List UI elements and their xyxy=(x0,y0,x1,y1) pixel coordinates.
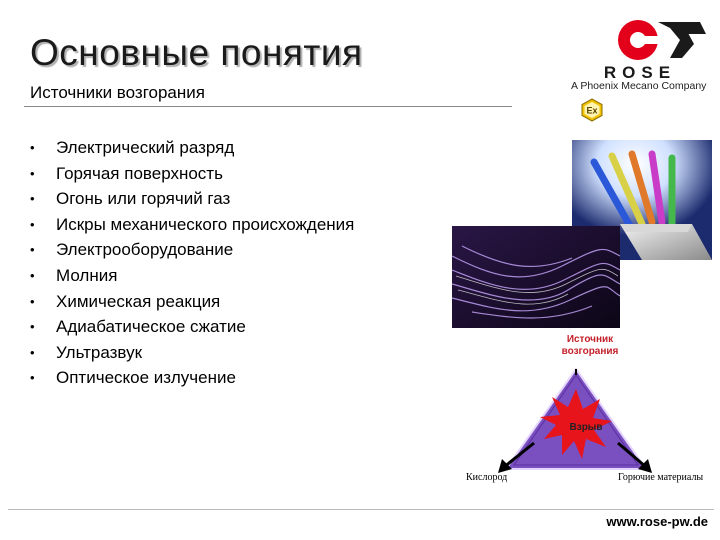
bullet-icon: • xyxy=(30,140,35,155)
list-item-label: Огонь или горячий газ xyxy=(56,189,231,209)
logo-brand-text: ROSE xyxy=(603,63,677,82)
page-subtitle: Источники возгорания xyxy=(30,83,205,102)
list-item xyxy=(26,186,354,212)
list-item xyxy=(26,135,354,161)
fuel-label: Горючие материалы xyxy=(618,472,704,483)
bullet-icon: • xyxy=(30,319,35,335)
footer-url[interactable]: www.rose-pw.de xyxy=(606,514,708,529)
bullet-icon: • xyxy=(30,216,35,232)
footer-divider xyxy=(8,509,714,510)
bullet-icon: • xyxy=(30,344,35,360)
list-item xyxy=(26,365,354,391)
bullet-icon: • xyxy=(30,191,35,207)
ex-mark-text: Ex xyxy=(586,105,598,116)
list-item-label: Адиабатическое сжатие xyxy=(56,317,246,337)
list-item xyxy=(26,340,354,366)
list-item xyxy=(26,289,354,315)
list-item-label: Химическая реакция xyxy=(56,291,221,311)
list-item-label: Оптическое излучение xyxy=(56,368,236,388)
list-item xyxy=(26,314,354,340)
bullet-icon: • xyxy=(30,242,35,258)
list-item xyxy=(26,161,354,187)
bullet-icon: • xyxy=(30,165,35,181)
list-item-label: Искры механического происхождения xyxy=(56,214,355,234)
bullet-icon: • xyxy=(30,267,35,283)
list-item xyxy=(26,212,354,238)
ignition-source-label: Источник возгорания xyxy=(561,334,619,357)
ex-hexagon-icon xyxy=(580,98,604,122)
electric-discharge-photo xyxy=(452,226,620,328)
list-item xyxy=(26,263,354,289)
ignition-sources-list xyxy=(26,135,354,391)
logo-company-text: A Phoenix Mecano Company xyxy=(571,80,707,92)
bullet-icon: • xyxy=(30,293,35,309)
list-item-label: Молния xyxy=(56,265,118,285)
explosion-label: Взрыв xyxy=(569,422,603,433)
list-item-label: Электрический разряд xyxy=(56,138,235,157)
page-title: Основные понятия xyxy=(30,32,363,73)
list-item-label: Ультразвук xyxy=(56,342,143,362)
oxygen-label: Кислород xyxy=(466,472,508,483)
list-item-label: Горячая поверхность xyxy=(56,163,223,183)
list-item-label: Электрооборудование xyxy=(56,240,234,260)
bullet-icon: • xyxy=(30,370,35,386)
list-item xyxy=(26,237,354,263)
title-divider xyxy=(24,106,512,107)
